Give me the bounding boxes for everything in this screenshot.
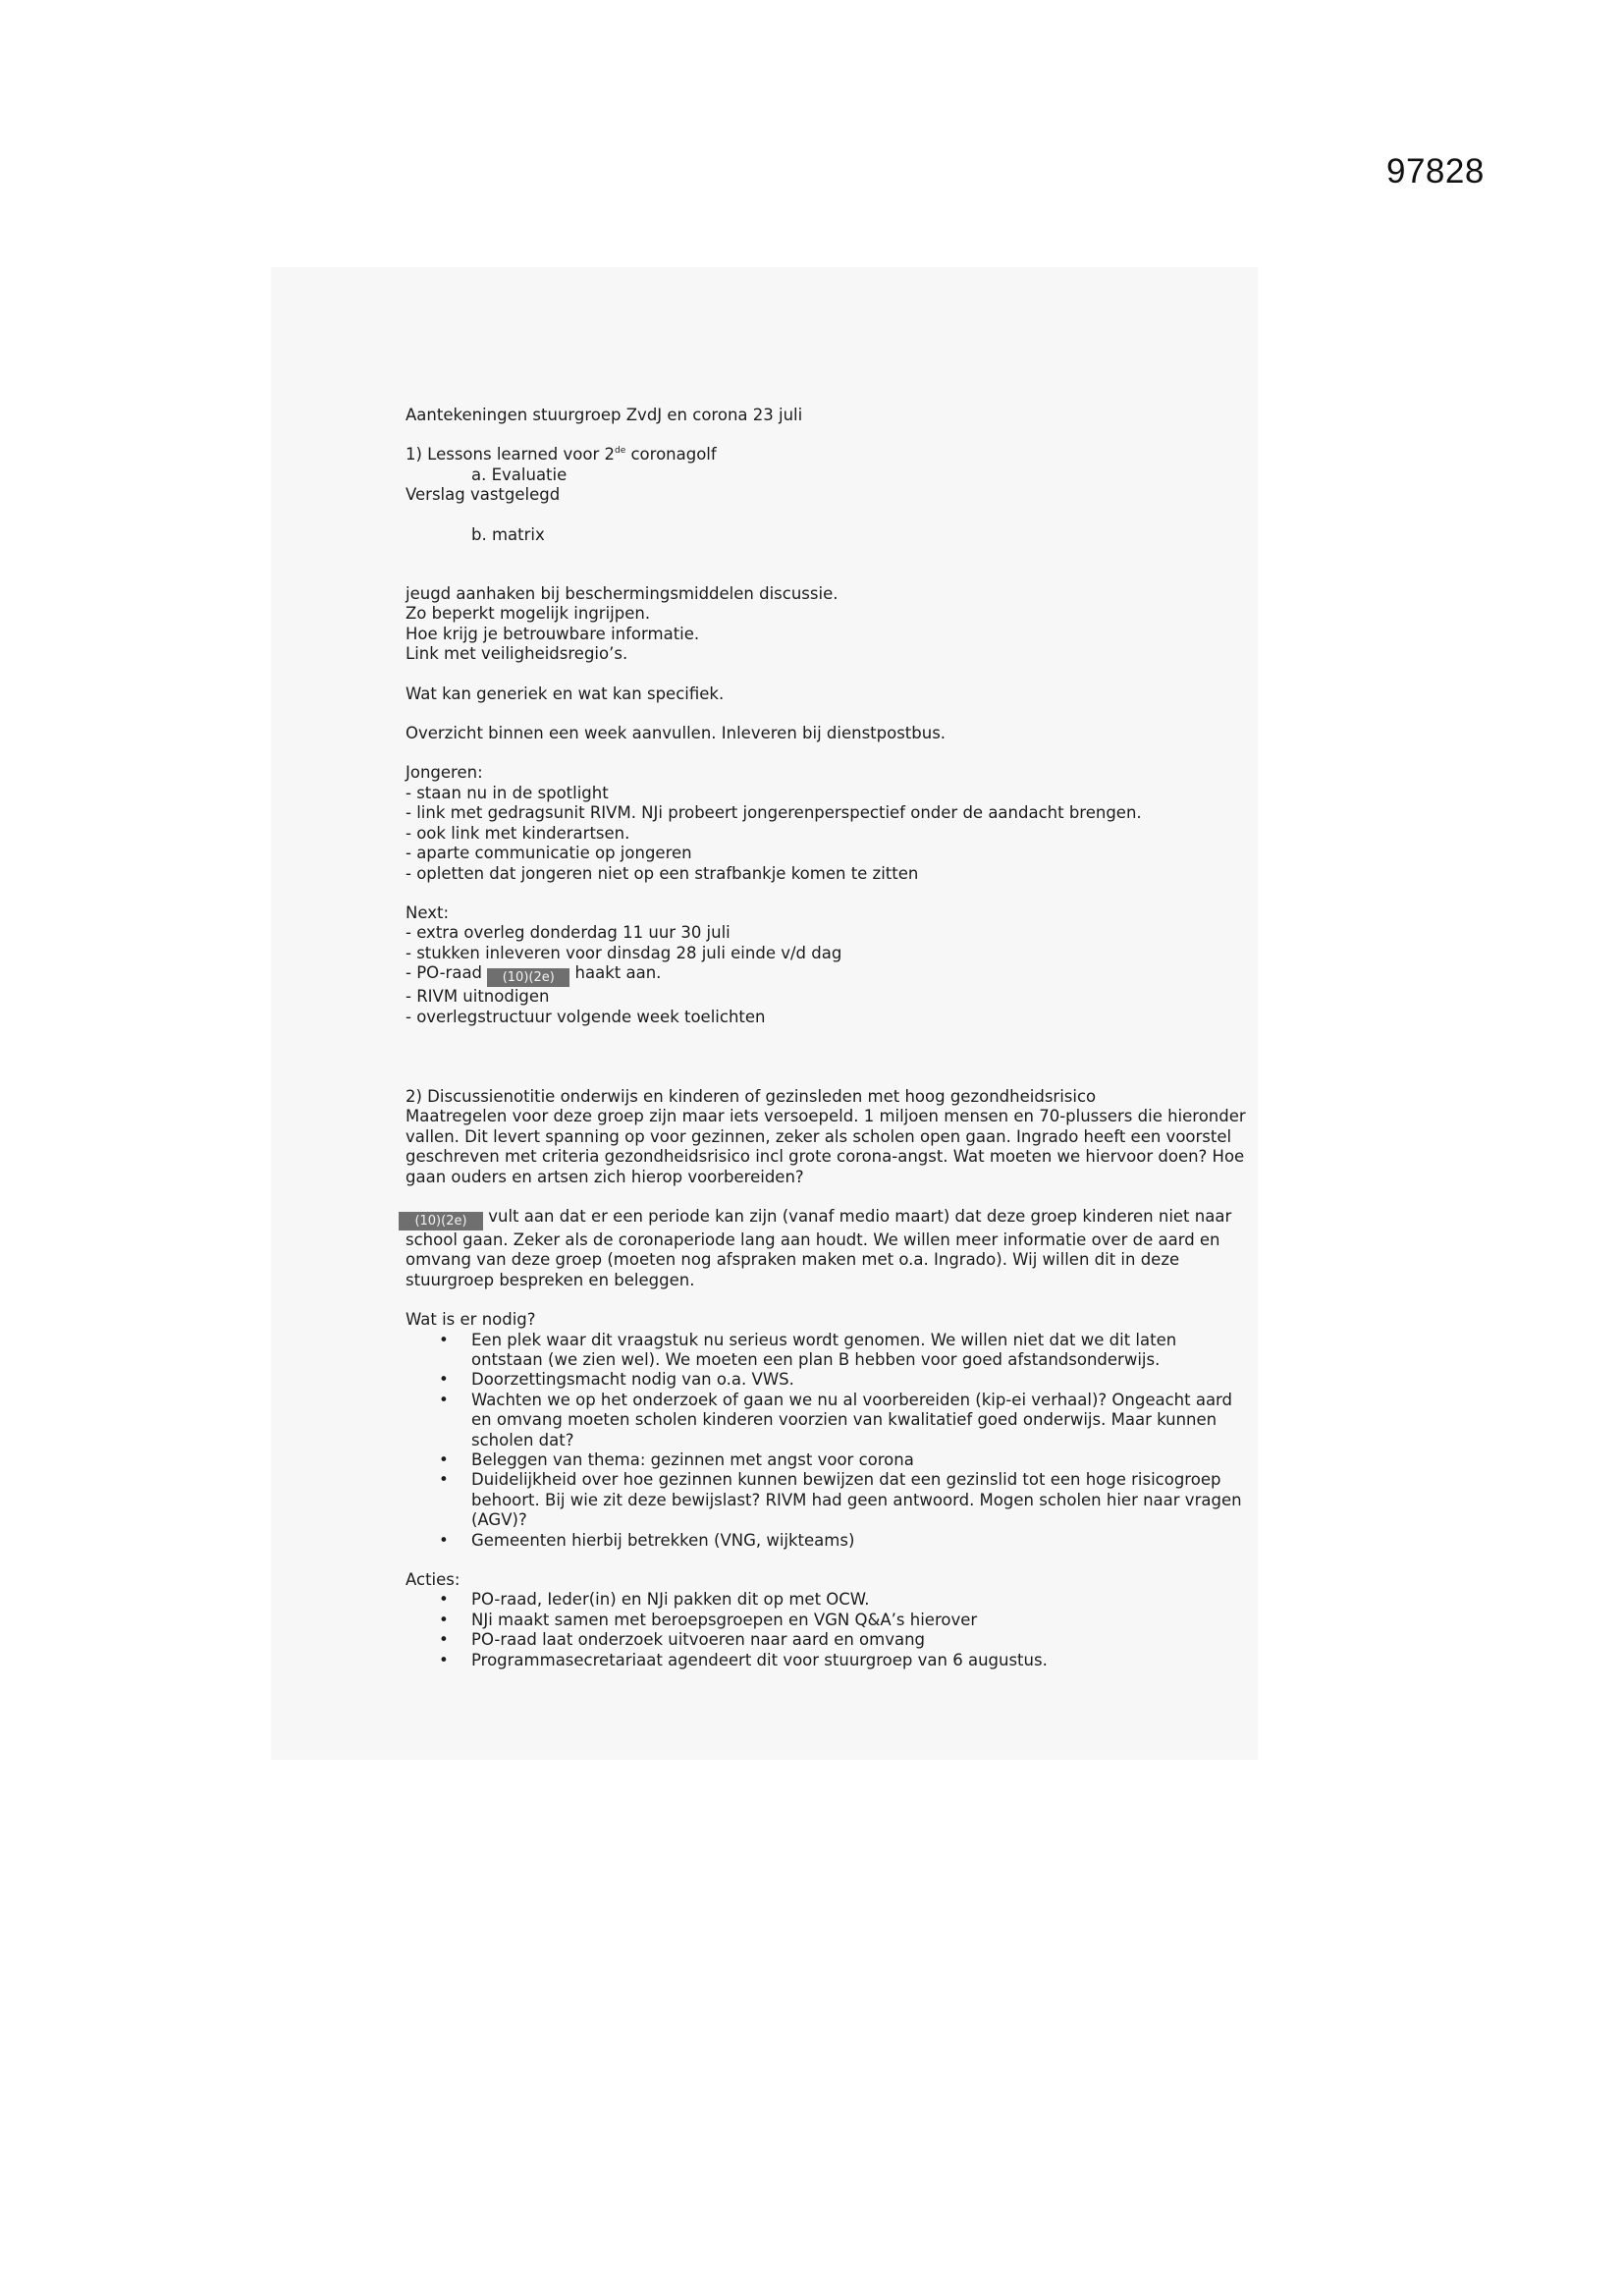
section2-para2 xyxy=(406,1207,1250,1290)
acties-item: • Programmasecretariaat agendeert dit voor stuurgroep van 6 augustus. xyxy=(439,1651,1250,1670)
acties-label: Acties: xyxy=(406,1570,460,1590)
next-item: - overlegstructuur volgende week toelichten xyxy=(406,1007,766,1026)
section1-sub-b: b. matrix xyxy=(471,524,545,544)
para1-line: Zo beperkt mogelijk ingrijpen. xyxy=(406,604,651,624)
nodig-item: • Gemeenten hierbij betrekken (VNG, wijkteams) xyxy=(439,1531,1250,1551)
jongeren-item: - link met gedragsunit RIVM. NJi probeert jongerenperspectief onder de aandacht brengen. xyxy=(406,803,1142,823)
jongeren-item: - opletten dat jongeren niet op een strafbankje komen te zitten xyxy=(406,863,919,883)
next-item-prefix: - PO-raad xyxy=(406,963,488,983)
section1-verslag: Verslag vastgelegd xyxy=(406,485,561,505)
section1-heading-text: 1) Lessons learned voor 2 xyxy=(406,445,615,465)
nodig-item: • Beleggen van thema: gezinnen met angst voor corona xyxy=(439,1450,1250,1470)
next-item-suffix: haakt aan. xyxy=(569,963,662,983)
section1-sub-a: a. Evaluatie xyxy=(471,465,568,484)
acties-item: • PO-raad laat onderzoek uitvoeren naar aard en omvang xyxy=(439,1630,1250,1650)
jongeren-label: Jongeren: xyxy=(406,763,483,783)
acties-item: • NJi maakt samen met beroepsgroepen en VGN Q&A’s hierover xyxy=(439,1611,1250,1630)
para3: Overzicht binnen een week aanvullen. Inleveren bij dienstpostbus. xyxy=(406,724,947,743)
para1-line: Link met veiligheidsregio’s. xyxy=(406,644,628,664)
notes-title: Aantekeningen stuurgroep ZvdJ en corona 23 juli xyxy=(406,406,803,424)
next-item-po-raad xyxy=(406,963,1250,987)
document-number: 97828 xyxy=(1386,152,1485,191)
next-item: - stukken inleveren voor dinsdag 28 juli einde v/d dag xyxy=(406,943,842,962)
nodig-label: Wat is er nodig? xyxy=(406,1310,536,1330)
redaction-box: (10)(2e) xyxy=(399,1212,483,1230)
section1-heading xyxy=(406,445,1250,465)
jongeren-item: - aparte communicatie op jongeren xyxy=(406,844,692,863)
section1-heading-superscript: de xyxy=(614,446,626,457)
jongeren-item: - ook link met kinderartsen. xyxy=(406,823,630,843)
para1-line: Hoe krijg je betrouwbare informatie. xyxy=(406,624,700,643)
section2-para2-text: vult aan dat er een periode kan zijn (vanaf medio maart) dat deze groep kinderen niet naar school gaan. Zeker als de coronaperiode lang aan houdt. We willen meer informatie over de aard en omvang van deze groep (moeten nog afspraken maken met o.a. Ingrado). Wij willen dit in deze stuurgroep bespreken en beleggen. xyxy=(406,1206,1232,1289)
acties-item: • PO-raad, Ieder(in) en NJi pakken dit op met OCW. xyxy=(439,1590,1250,1610)
nodig-item: • Duidelijkheid over hoe gezinnen kunnen bewijzen dat een gezinslid tot een hoge risicogroep behoort. Bij wie zit deze bewijslast? RIVM had geen antwoord. Mogen scholen hier naar vragen (AGV)? xyxy=(439,1470,1250,1530)
next-label: Next: xyxy=(406,902,449,922)
para1-line: jeugd aanhaken bij beschermingsmiddelen discussie. xyxy=(406,584,839,604)
nodig-item: • Een plek waar dit vraagstuk nu serieus wordt genomen. We willen niet dat we dit laten ontstaan (we zien wel). We moeten een plan B hebben voor goed afstandsonderwijs. xyxy=(439,1331,1250,1371)
nodig-item: • Doorzettingsmacht nodig van o.a. VWS. xyxy=(439,1370,1250,1390)
para2: Wat kan generiek en wat kan specifiek. xyxy=(406,683,725,703)
section1-heading-suffix: coronagolf xyxy=(625,445,717,465)
section2-heading: 2) Discussienotitie onderwijs en kinderen of gezinsleden met hoog gezondheidsrisico xyxy=(406,1086,1097,1106)
redaction-box: (10)(2e) xyxy=(487,968,569,987)
nodig-item: • Wachten we op het onderzoek of gaan we nu al voorbereiden (kip-ei verhaal)? Ongeacht aard en omvang moeten scholen kinderen voorzien van kwalitatief goed onderwijs. Maar kunnen scholen dat? xyxy=(439,1391,1250,1450)
next-item: - RIVM uitnodigen xyxy=(406,987,550,1007)
section2-para1: Maatregelen voor deze groep zijn maar iets versoepeld. 1 miljoen mensen en 70-plussers die hieronder vallen. Dit levert spanning op voor gezinnen, zeker als scholen open gaan. Ingrado heeft een voorstel geschreven met criteria gezondheidsrisico incl grote corona-angst. Wat moeten we hiervoor doen? Hoe gaan ouders en artsen zich hierop voorbereiden? xyxy=(406,1107,1246,1186)
next-item: - extra overleg donderdag 11 uur 30 juli xyxy=(406,923,731,943)
jongeren-item: - staan nu in de spotlight xyxy=(406,783,609,802)
nodig-list xyxy=(406,1331,1250,1551)
acties-list xyxy=(406,1590,1250,1670)
notes-body xyxy=(406,406,1250,1670)
